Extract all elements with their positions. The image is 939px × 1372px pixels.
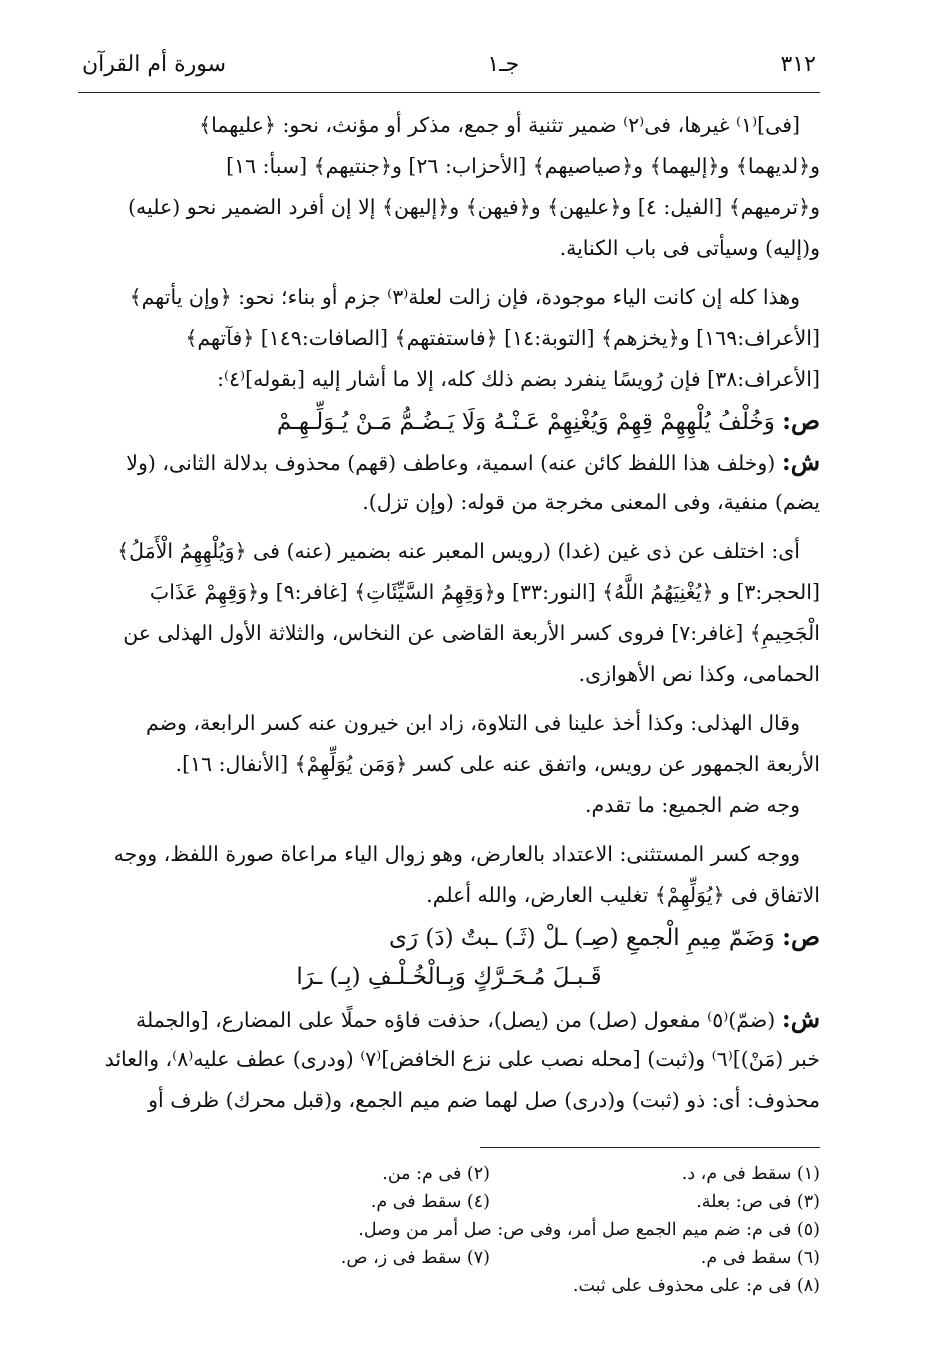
text-line: الحمامى، وكذا نص الأهوازى.	[578, 662, 820, 686]
text-line: الاتفاق فى ﴿يُوَلِّهِمْ﴾ تغليب العارض، والله أعلم.	[426, 883, 820, 907]
text-line: وقال الهذلى: وكذا أخذ علينا فى التلاوة، زاد ابن خيرون عنه كسر الرابعة، وضم	[145, 711, 800, 735]
commentary-text: (وخلف هذا اللفظ كائن عنه) اسمية، وعاطف (قهم) محذوف بدلالة الثانى، (ولا	[126, 451, 776, 475]
footnote: (٥) فى م: ضم ميم الجمع صل أمر، وفى ص: صل أمر من وصل.	[358, 1220, 820, 1240]
footnote: (٤) سقط فى م.	[370, 1192, 490, 1212]
sad-label: ص:	[782, 922, 820, 951]
text-line: الأربعة الجمهور عن رويس، واتفق عنه على كسر ﴿وَمَن يُوَلِّهِمْ﴾ [الأنفال: ١٦].	[175, 752, 820, 776]
commentary-line	[78, 998, 820, 1039]
footnote: (٦) سقط فى م.	[700, 1248, 820, 1268]
verse-text: وَضَمّ مِيمِ الْجمعِ (صِـ) ـلْ (ثَـ) ـبتٌ (دَ) رَى	[389, 925, 775, 951]
verse-text: وَخُلْفُ يُلْهِهِمْ قِهِمْ وَيُغْنِهِمْ عَـنْـهُ وَلَا يَـضُـمُّ مَـنْ يُـوَلِّـهِـمْ	[276, 409, 775, 435]
verse-line-second-hemistich: قَـبـلَ مُـحَـرَّكٍ وَبِـالْخُـلْـفِ (بِـ) ـرَا	[296, 964, 602, 990]
text-line: خبر (مَنْ)]⁽٦⁾ و(ثبت) [محله نصب على نزع الخافض]⁽٧⁾ (ودرى) عطف عليه⁽٨⁾، والعائد	[104, 1047, 820, 1071]
verse-line	[78, 400, 820, 441]
footnote: (٧) سقط فى ز، ص.	[340, 1248, 490, 1268]
footnote: (٢) فى م: من.	[382, 1164, 490, 1184]
book-page	[78, 52, 820, 1300]
footnote-row	[78, 1188, 820, 1216]
shin-label: ش:	[781, 1004, 820, 1033]
footnote-row	[78, 1216, 820, 1244]
footnote-row	[78, 1244, 820, 1272]
verse-line	[78, 916, 820, 957]
text-line: يضم) منفية، وفى المعنى مخرجة من قوله: (وإن تزل).	[362, 490, 820, 514]
shin-label: ش:	[781, 447, 820, 476]
text-line: و(إليه) وسيأتى فى باب الكناية.	[559, 236, 820, 260]
volume-label: جـ١	[487, 52, 520, 77]
text-line: [الأعراف:٣٨] فإن رُويسًا ينفرد بضم ذلك كله، إلا ما أشار إليه [بقوله]⁽٤⁾:	[217, 367, 820, 391]
commentary-text: (ضمّ)⁽٥⁾ مفعول (صل) من (يصل)، حذفت فاؤه حملًا على المضارع، [والجملة	[135, 1008, 776, 1032]
surah-title: سورة أم القرآن	[82, 52, 227, 77]
text-line: [فى]⁽١⁾ غيرها، فى⁽٢⁾ ضمير تثنية أو جمع، مذكر أو مؤنث، نحو: ﴿عليهما﴾	[199, 113, 800, 137]
page-header	[78, 52, 820, 93]
text-line: محذوف: أى: ذو (ثبت) و(درى) صل لهما ضم ميم الجمع، و(قبل محرك) ظرف أو	[148, 1088, 820, 1112]
footnote-row	[78, 1272, 820, 1300]
commentary-line	[78, 441, 820, 482]
sad-label: ص:	[782, 406, 820, 435]
footnotes	[78, 1160, 820, 1300]
text-line: [الحجر:٣] و ﴿يُغْنِيَهُمُ اللَّهُ﴾ [النور:٣٣] و﴿وَقِهِمُ السَّيِّئَاتِ﴾ [غافر:٩] و﴿وَقِهِمْ عَذَابَ	[149, 580, 820, 604]
text-line: وجه ضم الجميع: ما تقدم.	[585, 793, 800, 817]
footnote: (٣) فى ص: بعلة.	[696, 1192, 820, 1212]
text-line: ووجه كسر المستثنى: الاعتداد بالعارض، وهو زوال الياء مراعاة صورة اللفظ، ووجه	[113, 842, 800, 866]
text-line: و﴿ترميهم﴾ [الفيل: ٤] و﴿عليهن﴾ و﴿فيهن﴾ و﴿إليهن﴾ إلا إن أفرد الضمير نحو (عليه)	[128, 195, 820, 219]
page-body	[78, 105, 820, 1121]
text-line: وهذا كله إن كانت الياء موجودة، فإن زالت لعلة⁽٣⁾ جزم أو بناء؛ نحو: ﴿وإن يأتهم﴾	[129, 285, 800, 309]
footnote: (٨) فى م: على محذوف على ثبت.	[572, 1276, 820, 1296]
footnote-divider	[480, 1147, 820, 1148]
page-number: ٣١٢	[780, 52, 816, 77]
footnote-row	[78, 1160, 820, 1188]
text-line: أى: اختلف عن ذى غين (غدا) (رويس المعبر عنه بضمير (عنه) فى ﴿وَيُلْهِهِمُ الْأَمَلُ﴾	[117, 539, 800, 563]
text-line: الْجَحِيمِ﴾ [غافر:٧] فروى كسر الأربعة القاضى عن النخاس، والثلاثة الأول الهذلى عن	[123, 621, 820, 645]
text-line: و﴿لديهما﴾ و﴿إليهما﴾ و﴿صياصيهم﴾ [الأحزاب: ٢٦] و﴿جنتيهم﴾ [سبأ: ١٦]	[226, 154, 820, 178]
footnote: (١) سقط فى م، د.	[681, 1164, 820, 1184]
text-line: [الأعراف:١٦٩] و﴿يخزهم﴾ [التوبة:١٤] ﴿فاستفتهم﴾ [الصافات:١٤٩] ﴿فآتهم﴾	[185, 326, 820, 350]
